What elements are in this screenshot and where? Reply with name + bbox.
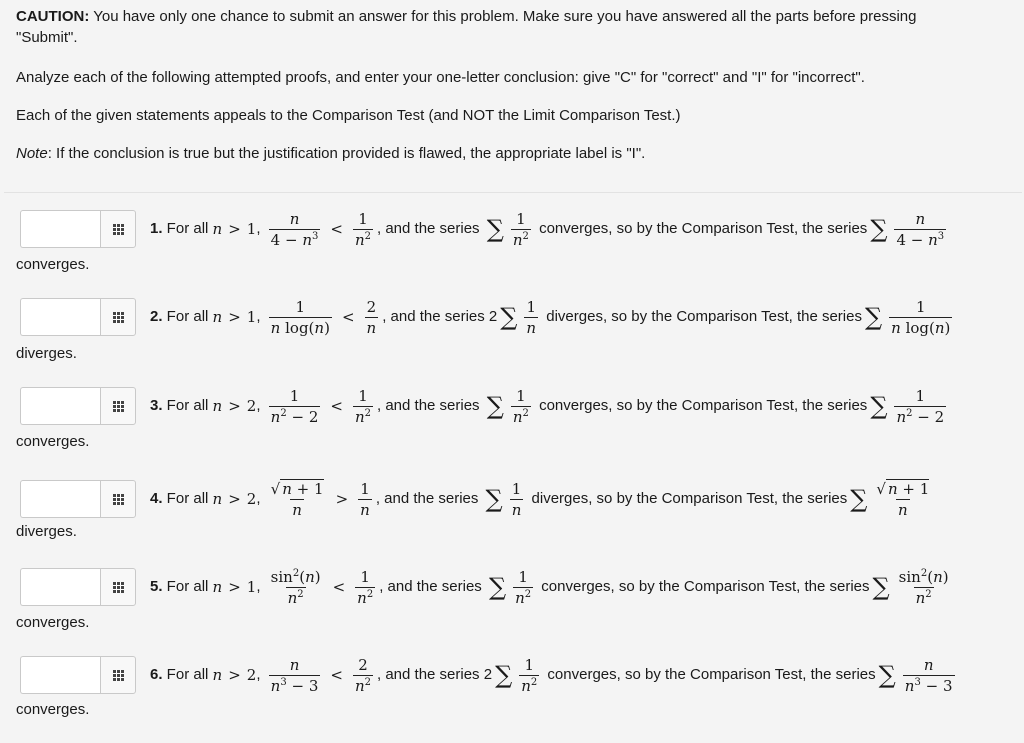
conclusion-text-3: converges. <box>16 433 90 450</box>
final-fraction: $\frac{√ n + 1}{n}$ <box>876 479 930 519</box>
statement-lead: For all <box>162 666 213 683</box>
series-fraction: $\frac{1}{n^2}$ <box>512 209 529 249</box>
answer-input-5[interactable] <box>20 568 100 606</box>
answer-grid-button-5[interactable] <box>100 568 136 606</box>
grid-icon <box>113 401 124 412</box>
note-label: Note <box>16 145 48 162</box>
verdict-text: diverges, so by the Comparison Test, the series <box>542 308 862 325</box>
conclusion-text-4: diverges. <box>16 523 77 540</box>
series-text: , and the series 2 <box>377 666 493 683</box>
series-text: , and the series <box>375 490 483 507</box>
answer-input-3[interactable] <box>20 387 100 425</box>
statement-6: 6. For all n > 2 , $\frac{n}{n^3 - 3}$ < $\frac{2}{n^2}$ , and the series 2 ∑ $\frac{1}{n^2}$ converges, so by the Comparison Test, the series ∑ $\frac{n}{n^3 - 3}$ <box>150 655 953 695</box>
conclusion-text-1: converges. <box>16 256 90 273</box>
note-paragraph <box>16 143 645 164</box>
conclusion-text-6: converges. <box>16 701 90 718</box>
caution-label: CAUTION: <box>16 8 90 25</box>
rhs-fraction: $\frac{1}{n^2}$ <box>354 386 371 426</box>
answer-input-4[interactable] <box>20 480 100 518</box>
sigma-icon: ∑ <box>488 573 507 601</box>
rhs-fraction: $\frac{1}{n^2}$ <box>357 567 374 607</box>
series-fraction: $\frac{1}{n}$ <box>511 479 522 519</box>
answer-input-2[interactable] <box>20 298 100 336</box>
rhs-fraction: $\frac{1}{n}$ <box>360 479 370 519</box>
note-text: : If the conclusion is true but the justification provided is flawed, the appropriate label is "I". <box>47 145 646 162</box>
caution-text: You have only one chance to submit an answer for this problem. Make sure you have answered all the parts before pressing <box>93 8 917 25</box>
series-fraction: $\frac{1}{n^2}$ <box>512 386 529 426</box>
grid-icon <box>113 224 124 235</box>
verdict-text: diverges, so by the Comparison Test, the series <box>527 490 848 507</box>
sigma-icon: ∑ <box>486 215 504 243</box>
relation-symbol: < <box>332 578 346 596</box>
final-fraction: $\frac{\sin^2(n)}{n^2}$ <box>898 567 949 607</box>
answer-grid-button-1[interactable] <box>100 210 136 248</box>
relation-symbol: > <box>335 490 349 508</box>
rhs-fraction: $\frac{2}{n^2}$ <box>354 655 371 695</box>
answer-grid-button-6[interactable] <box>100 656 136 694</box>
statement-lead: For all <box>162 397 213 414</box>
rhs-fraction: $\frac{1}{n^2}$ <box>354 209 371 249</box>
statement-prefix: 2. <box>150 308 163 325</box>
statement-lead: For all <box>162 308 213 325</box>
sigma-icon: ∑ <box>870 215 888 243</box>
sigma-icon: ∑ <box>872 573 890 601</box>
series-text: , and the series 2 <box>382 308 498 325</box>
conclusion-text-2: diverges. <box>16 345 77 362</box>
statement-prefix: 4. <box>150 490 163 507</box>
statement-prefix: 6. <box>150 666 163 683</box>
verdict-text: converges, so by the Comparison Test, the series <box>543 666 876 683</box>
grid-icon <box>113 670 124 681</box>
verdict-text: converges, so by the Comparison Test, the series <box>534 220 868 237</box>
lhs-fraction: $\frac{n}{4 - n^3}$ <box>270 209 319 249</box>
series-text: , and the series <box>377 220 484 237</box>
answer-input-6[interactable] <box>20 656 100 694</box>
relation-symbol: < <box>330 220 343 238</box>
lhs-fraction: $\frac{n}{n^3 - 3}$ <box>270 655 319 695</box>
lhs-fraction: $\frac{1}{\text{n log(n)}}$ <box>270 297 330 337</box>
sigma-icon: ∑ <box>486 392 504 420</box>
sigma-icon: ∑ <box>850 485 868 513</box>
statement-4: 4. For all n > 2 , $\frac{√ n + 1}{n}$ > $\frac{1}{n}$ , and the series ∑ $\frac{1}{n}$ diverges, so by the Comparison Test, the series ∑ $\frac{√ n + 1}{n}$ <box>150 479 930 519</box>
relation-symbol: < <box>330 666 343 684</box>
statement-condition: n <box>212 308 223 326</box>
answer-input-1[interactable] <box>20 210 100 248</box>
instructions: Analyze each of the following attempted proofs, and enter your one-letter conclusion: give "C" for "correct" and "I" for "incorrect". <box>16 69 865 86</box>
statement-prefix: 5. <box>150 578 163 595</box>
lhs-fraction: $\frac{\sin^2(n)}{n^2}$ <box>270 567 321 607</box>
final-fraction: $\frac{n}{n^3 - 3}$ <box>904 655 953 695</box>
statement-condition: n <box>212 578 223 596</box>
conclusion-text-5: converges. <box>16 614 90 631</box>
series-fraction: $\frac{1}{n^2}$ <box>521 655 538 695</box>
grid-icon <box>113 312 124 323</box>
grid-icon <box>113 494 124 505</box>
statement-prefix: 1. <box>150 220 163 237</box>
series-text: , and the series <box>379 578 486 595</box>
statement-5: 5. For all n > 1 , $\frac{\sin^2(n)}{n^2}$ < $\frac{1}{n^2}$ , and the series ∑ $\frac{1}{n^2}$ converges, so by the Comparison Test, the series ∑ $\frac{\sin^2(n)}{n^2}$ <box>150 567 949 607</box>
sigma-icon: ∑ <box>870 392 888 420</box>
lhs-fraction: $\frac{√ n + 1}{n}$ <box>270 479 324 519</box>
series-text: , and the series <box>377 397 484 414</box>
comparison-note: Each of the given statements appeals to the Comparison Test (and NOT the Limit Comparison Test.) <box>16 107 681 124</box>
final-fraction: $\frac{1}{n^2 - 2}$ <box>896 386 945 426</box>
final-fraction: $\frac{n}{4 - n^3}$ <box>896 209 945 249</box>
statement-1: 1. For all n > 1 , $\frac{n}{4 - n^3}$ < $\frac{1}{n^2}$ , and the series ∑ $\frac{1}{n^2}$ converges, so by the Comparison Test, the series ∑ $\frac{n}{4 - n^3}$ <box>150 209 945 249</box>
statement-2: 2. For all n > 1 , $\frac{1}{\text{n log(n)}}$ < $\frac{2}{n}$ , and the series 2 ∑ $\frac{1}{n}$ diverges, so by the Comparison Test, the series ∑ $\frac{1}{\text{n log(n)}}$ <box>150 297 951 337</box>
verdict-text: converges, so by the Comparison Test, the series <box>534 397 868 414</box>
statement-condition: n <box>212 397 223 415</box>
answer-grid-button-3[interactable] <box>100 387 136 425</box>
grid-icon <box>113 582 124 593</box>
series-fraction: $\frac{1}{n^2}$ <box>515 567 532 607</box>
relation-symbol: < <box>330 397 343 415</box>
series-fraction: $\frac{1}{n}$ <box>526 297 537 337</box>
answer-grid-button-2[interactable] <box>100 298 136 336</box>
answer-grid-button-4[interactable] <box>100 480 136 518</box>
statement-condition: n <box>212 220 223 238</box>
statement-condition: n <box>212 490 223 508</box>
statement-lead: For all <box>162 578 213 595</box>
relation-symbol: < <box>341 308 355 326</box>
sigma-icon: ∑ <box>495 661 513 689</box>
sigma-icon: ∑ <box>500 303 518 331</box>
sigma-icon: ∑ <box>864 303 883 331</box>
sigma-icon: ∑ <box>878 661 896 689</box>
statement-prefix: 3. <box>150 397 163 414</box>
statement-lead: For all <box>162 220 213 237</box>
verdict-text: converges, so by the Comparison Test, the series <box>537 578 870 595</box>
rhs-fraction: $\frac{2}{n}$ <box>366 297 377 337</box>
statement-3: 3. For all n > 2 , $\frac{1}{n^2 - 2}$ < $\frac{1}{n^2}$ , and the series ∑ $\frac{1}{n^2}$ converges, so by the Comparison Test, the series ∑ $\frac{1}{n^2 - 2}$ <box>150 386 945 426</box>
caution-paragraph <box>16 6 1006 48</box>
caution-text-2: "Submit". <box>16 29 78 46</box>
sigma-icon: ∑ <box>485 485 503 513</box>
statement-condition: n <box>212 666 223 684</box>
statement-lead: For all <box>162 490 213 507</box>
lhs-fraction: $\frac{1}{n^2 - 2}$ <box>270 386 319 426</box>
final-fraction: $\frac{1}{\text{n log(n)}}$ <box>891 297 951 337</box>
